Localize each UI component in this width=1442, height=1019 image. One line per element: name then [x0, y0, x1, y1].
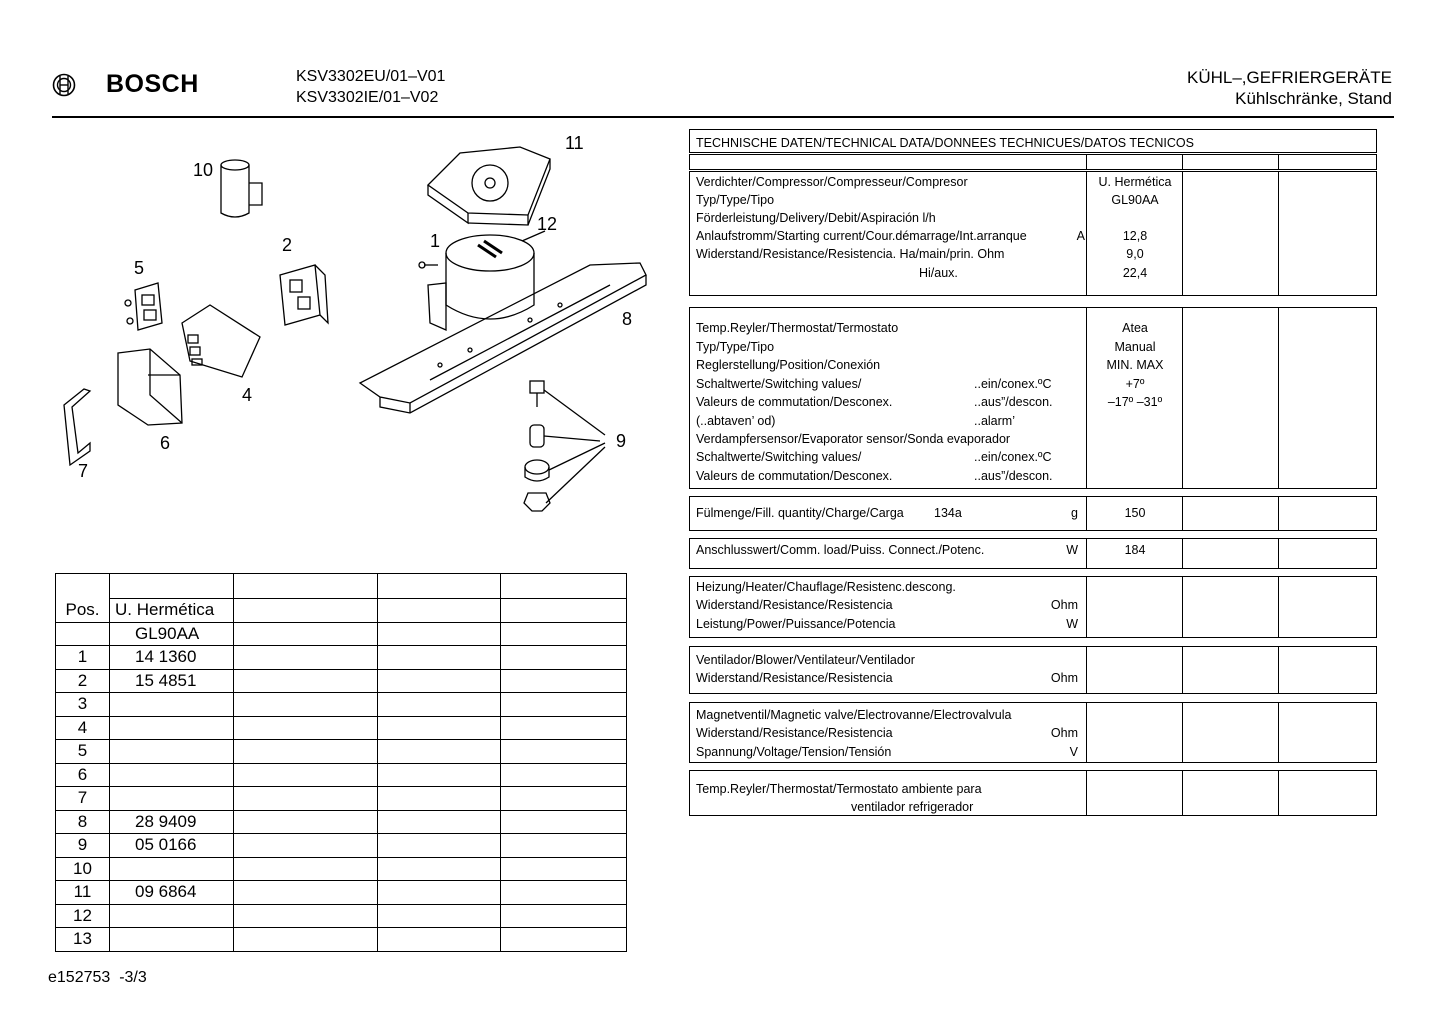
row-part-number: [110, 904, 234, 928]
compressor-delivery-label: Förderleistung/Delivery/Debit/Aspiración l/h: [696, 211, 936, 225]
valve-voltage-label: Spannung/Voltage/Tension/Tensión: [696, 745, 892, 759]
part-9-fasteners: [524, 381, 605, 511]
fill-quantity-label: Fülmenge/Fill. quantity/Charge/Carga: [696, 506, 904, 520]
unit-w: W: [1066, 543, 1078, 557]
thermostat-type-value: Manual: [1114, 340, 1156, 354]
magnetic-valve-box: [689, 702, 1377, 763]
bosch-logo-icon: [52, 73, 76, 97]
table-row: [56, 834, 627, 858]
table-row: [56, 669, 627, 693]
table-row: [56, 693, 627, 717]
thermostat-label: Temp.Reyler/Thermostat/Termostato: [696, 321, 899, 335]
table-row: [56, 904, 627, 928]
valve-resistance-label: Widerstand/Resistance/Resistencia: [696, 726, 893, 740]
category-line-1: KÜHL–,GEFRIERGERÄTE: [1187, 68, 1392, 87]
tech-subheader-row: [689, 154, 1377, 170]
blower-label: Ventilador/Blower/Ventilateur/Ventilador: [696, 653, 915, 667]
ambient-thermostat-sub-label: ventilador refrigerador: [851, 800, 974, 814]
part-10-capacitor: [221, 160, 262, 217]
table-row: [56, 857, 627, 881]
unit-ohm: Ohm: [1050, 726, 1078, 740]
resistance-main-value: 9,0: [1126, 247, 1144, 261]
col1-header: U. Hermética: [110, 599, 234, 623]
aus-descon-label: ..aus”/descon.: [974, 395, 1053, 409]
unit-w: W: [1066, 617, 1078, 631]
row-part-number: [110, 716, 234, 740]
tech-title: TECHNISCHE DATEN/TECHNICAL DATA/DONNEES TECHNICUES/DATOS TECNICOS: [696, 136, 1194, 150]
heater-power-label: Leistung/Power/Puissance/Potencia: [696, 617, 896, 631]
unit-a: A: [1076, 229, 1085, 243]
tech-title-box: [689, 129, 1377, 153]
part-label-2: 2: [282, 235, 293, 255]
row-part-number: 09 6864: [110, 881, 234, 905]
part-label-1: 1: [430, 231, 441, 251]
row-part-number: 15 4851: [110, 669, 234, 693]
row-pos: 5: [56, 740, 110, 764]
connected-load-value: 184: [1124, 543, 1146, 557]
switching-values-label: Schaltwerte/Switching values/: [696, 377, 862, 391]
fill-quantity-value: 150: [1124, 506, 1146, 520]
document-code: [48, 969, 147, 987]
table-row: [56, 810, 627, 834]
table-row: [56, 716, 627, 740]
thermostat-position-label: Reglerstellung/Position/Conexión: [696, 358, 881, 372]
row-pos: 2: [56, 669, 110, 693]
hi-aux-label: Hi/aux.: [919, 266, 958, 280]
model-line-2: KSV3302IE/01–V02: [296, 89, 439, 106]
row-part-number: [110, 763, 234, 787]
document-id: e152753: [48, 969, 111, 986]
ein-conex-2-label: ..ein/conex.ºC: [974, 450, 1052, 464]
part-label-12: 12: [537, 214, 558, 234]
brand-name: BOSCH: [106, 70, 199, 98]
col1-subheader: GL90AA: [110, 622, 234, 646]
part-5-terminal-block: [125, 283, 162, 330]
part-label-6: 6: [160, 433, 171, 453]
row-pos: 9: [56, 834, 110, 858]
part-8-base-frame: [360, 263, 646, 413]
thermostat-value: Atea: [1122, 321, 1148, 335]
ambient-thermostat-label: Temp.Reyler/Thermostat/Termostato ambiente para: [696, 782, 982, 796]
heater-label: Heizung/Heater/Chauflage/Resistenc.descong.: [696, 580, 956, 594]
row-pos: 11: [56, 881, 110, 905]
compressor-value: U. Hermética: [1098, 175, 1172, 189]
table-row: [56, 928, 627, 952]
row-part-number: 14 1360: [110, 646, 234, 670]
pos-header: Pos.: [56, 599, 110, 623]
part-label-10: 10: [193, 160, 214, 180]
part-label-11: 11: [565, 133, 584, 153]
valve-label: Magnetventil/Magnetic valve/Electrovanne/Electrovalvula: [696, 708, 1012, 722]
switch-on-value: +7º: [1125, 377, 1145, 391]
row-pos: 6: [56, 763, 110, 787]
starting-current-value: 12,8: [1122, 229, 1148, 243]
compressor-resistance-label: Widerstand/Resistance/Resistencia. Ha/main/prin. Ohm: [696, 247, 1005, 261]
row-pos: 10: [56, 857, 110, 881]
table-row: [56, 646, 627, 670]
compressor-label: Verdichter/Compressor/Compresseur/Compresor: [696, 175, 968, 189]
unit-g: g: [1071, 506, 1078, 520]
refrigerant-gas: 134a: [934, 506, 962, 520]
row-pos: 8: [56, 810, 110, 834]
compressor-type-value: GL90AA: [1111, 193, 1159, 207]
commutation-label: Valeurs de commutation/Desconex.: [696, 395, 893, 409]
alarm-label: ..alarm’: [974, 414, 1015, 428]
row-pos: 3: [56, 693, 110, 717]
blower-box: [689, 646, 1377, 694]
row-part-number: [110, 693, 234, 717]
compressor-box: [689, 171, 1377, 296]
heater-resistance-label: Widerstand/Resistance/Resistencia: [696, 598, 893, 612]
switching-values-2-label: Schaltwerte/Switching values/: [696, 450, 862, 464]
model-line-1: KSV3302EU/01–V01: [296, 68, 446, 85]
blower-resistance-label: Widerstand/Resistance/Resistencia: [696, 671, 893, 685]
table-row: [56, 740, 627, 764]
part-label-5: 5: [134, 258, 145, 278]
row-part-number: [110, 787, 234, 811]
parts-table: [55, 573, 627, 952]
resistance-aux-value: 22,4: [1122, 266, 1148, 280]
heater-box: [689, 576, 1377, 638]
commutation-2-label: Valeurs de commutation/Desconex.: [696, 469, 893, 483]
row-part-number: [110, 928, 234, 952]
row-pos: 1: [56, 646, 110, 670]
abtaven-label: (..abtaven’ od): [696, 414, 776, 428]
switch-off-value: –17º –31º: [1107, 395, 1163, 409]
unit-ohm: Ohm: [1050, 598, 1078, 612]
row-part-number: [110, 740, 234, 764]
thermostat-type-label: Typ/Type/Tipo: [696, 340, 775, 354]
part-2-relay: [280, 265, 328, 325]
page-number: -3/3: [119, 969, 147, 986]
ein-conex-label: ..ein/conex.ºC: [974, 377, 1052, 391]
unit-ohm: Ohm: [1050, 671, 1078, 685]
connected-load-label: Anschlusswert/Comm. load/Puiss. Connect./Potenc.: [696, 543, 985, 557]
header-rule: [52, 116, 1394, 118]
aus-descon-2-label: ..aus”/descon.: [974, 469, 1053, 483]
table-row: [56, 787, 627, 811]
compressor-starting-current-label: Anlaufstromm/Starting current/Cour.démarrage/Int.arranque: [696, 229, 1027, 243]
row-pos: 13: [56, 928, 110, 952]
part-label-8: 8: [622, 309, 633, 329]
row-part-number: [110, 857, 234, 881]
part-11-cover: [428, 147, 550, 225]
row-part-number: 05 0166: [110, 834, 234, 858]
part-6-housing: [118, 349, 182, 425]
unit-v: V: [1069, 745, 1078, 759]
part-label-7: 7: [78, 461, 89, 481]
thermostat-box: [689, 307, 1377, 489]
table-row: [56, 763, 627, 787]
row-pos: 12: [56, 904, 110, 928]
connected-load-box: [689, 538, 1377, 569]
part-label-4: 4: [242, 385, 253, 405]
part-7-bracket: [64, 389, 90, 465]
compressor-type-label: Typ/Type/Tipo: [696, 193, 775, 207]
table-row: [56, 881, 627, 905]
ambient-thermostat-box: [689, 770, 1377, 816]
row-part-number: 28 9409: [110, 810, 234, 834]
part-4-switch-panel: [182, 305, 260, 377]
row-pos: 4: [56, 716, 110, 740]
evaporator-sensor-label: Verdampfersensor/Evaporator sensor/Sonda evaporador: [696, 432, 1011, 446]
fill-quantity-box: [689, 496, 1377, 531]
category-line-2: Kühlschränke, Stand: [1235, 89, 1392, 108]
exploded-parts-diagram: [50, 125, 690, 525]
part-label-9: 9: [616, 431, 627, 451]
min-max-value: MIN. MAX: [1106, 358, 1164, 372]
row-pos: 7: [56, 787, 110, 811]
